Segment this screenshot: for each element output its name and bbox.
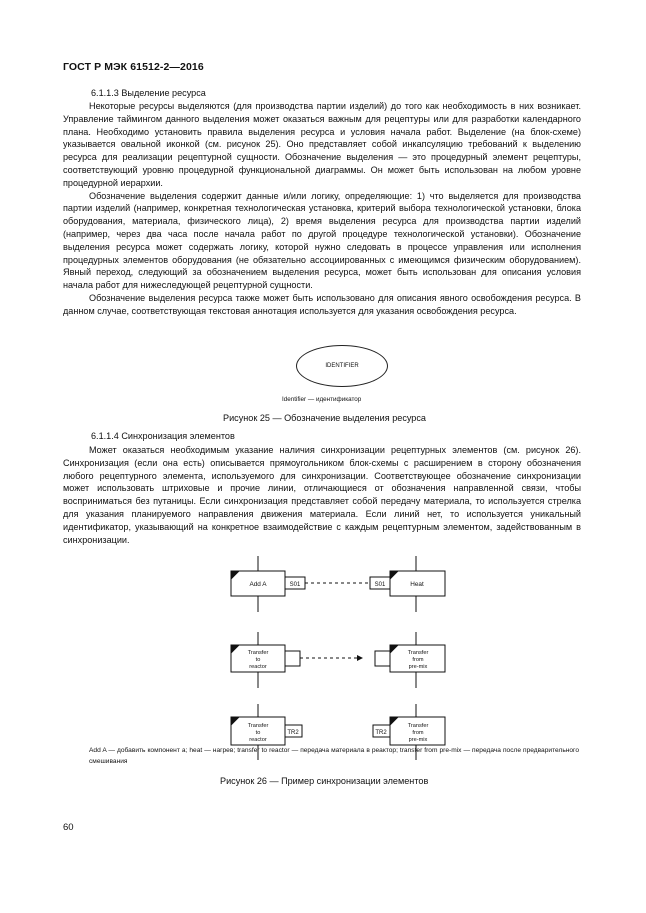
figure26-legend: Add A — добавить компонент а; heat — нагрев; transfer to reactor — передача материала в реактор; transfer from pre-mix — передача после предварительного смешивания — [89, 747, 579, 765]
paragraph: Обозначение выделения ресурса также может быть использовано для описания явного освобождения ресурса. В данном случае, соответствующая текстовая аннотация используется для указания освобождения ресурса. — [63, 292, 581, 316]
paragraph: Может оказаться необходимым указание наличия синхронизации рецептурных элементов (см. рисунок 26). Синхронизация (если она есть) описывается прямоугольником блок-схемы с расширением в сторону обозначения любого рецептурного элемента, используемого для синхронизации. Соответствующее обозначение синхронизации может использовать штриховые и прочие линии, отличающиеся от обозначения направленной связи, чтобы восприниматься без путаницы. Если синхронизация представляет собой передачу материала, то используется стрелка для указания планируемого направления движения материала. Если линий нет, то используется уникальный идентификатор, указывающий на конкретное взаимодействие с каждым рецептурным элементом, задействованным в синхронизации. — [63, 445, 581, 545]
figure25-caption: Рисунок 25 — Обозначение выделения ресурса — [223, 413, 426, 423]
section-heading-613: 6.1.1.3 Выделение ресурса — [91, 88, 206, 98]
paragraph: Некоторые ресурсы выделяются (для производства партии изделий) до того как необходимость в них возникает. Управление таймингом данного выделения может оказаться важным для рецептуры или для разработки календарного плана. Необходимо установить правила выделения ресурса и условия начала работ. Выделение (на блок-схеме) указывается овальной иконкой (см. рисунок 25). Оно представляет собой инкапсуляцию требований к выделению ресурса для реализации рецептурной сущности. Обозначение выделения — это процедурный элемент рецептуры, соответствующий уровню процедурной функциональной диаграммы. Он может быть использован на любом уровне процедурной иерархии. — [63, 101, 581, 188]
label-transfer-line3: reactor — [249, 737, 267, 743]
label-transfer-line2: from — [412, 730, 424, 736]
figure25-legend: Identifier — идентификатор — [282, 396, 362, 403]
label-transfer-line1: Transfer — [247, 650, 269, 656]
block-transfer-to-reactor-1 — [231, 632, 300, 688]
oval-label: IDENTIFIER — [325, 363, 359, 369]
block-transfer-from-premix-1 — [375, 632, 445, 688]
page-number: 60 — [63, 822, 74, 833]
label-transfer-line3: reactor — [249, 664, 267, 670]
tag-tr2-right: TR2 — [375, 730, 387, 736]
document-header: ГОСТ Р МЭК 61512-2—2016 — [63, 61, 204, 73]
label-transfer-line1: Transfer — [407, 723, 429, 729]
figure26-caption: Рисунок 26 — Пример синхронизации элементов — [220, 776, 429, 786]
paragraph: Обозначение выделения содержит данные и/или логику, определяющие: 1) что выделяется для производства партии изделий (например, конкретная технологическая установка, критерий выбора технологической установки, блока оборудования, материала, физического лица), 2) время выделения ресурса для производства партии изделий (например, через два часа после начала работ по другой процедуре технологической установки). Обозначение выделения ресурса может содержать логику, которой нужно следовать в процессе управления или исполнения процедурных элементов оборудования (не обязательно ассоциированных с имеющимся физическим оборудованием). Явный переход, следующий за обозначением выделения ресурса, может быть использован для описания условия начала работ для нижеследующей рецептурной сущности. — [63, 190, 581, 291]
label-transfer-line3: pre-mix — [408, 737, 428, 743]
label-transfer-line2: to — [255, 657, 261, 663]
tag-tr2-left: TR2 — [287, 730, 299, 736]
tag-s01-left: S01 — [289, 582, 301, 588]
tag-s01-right: S01 — [374, 582, 386, 588]
section-heading-614: 6.1.1.4 Синхронизация элементов — [91, 431, 235, 441]
label-transfer-line1: Transfer — [407, 650, 429, 656]
label-transfer-line2: to — [255, 730, 261, 736]
label-transfer-line1: Transfer — [247, 723, 269, 729]
label-transfer-line3: pre-mix — [408, 664, 428, 670]
label-add-a: Add A — [249, 581, 267, 588]
label-heat: Heat — [410, 581, 424, 588]
label-transfer-line2: from — [412, 657, 424, 663]
